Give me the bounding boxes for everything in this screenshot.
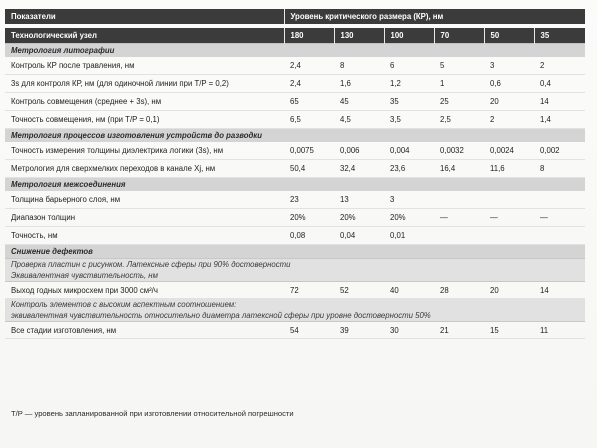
cell-value: 0,01 — [384, 227, 434, 245]
row-label: 3s для контроля КР, нм (для одиночной линии при T/P = 0,2) — [5, 75, 284, 93]
header-level: Уровень критического размера (КР), нм — [284, 9, 585, 24]
row-label: Точность, нм — [5, 227, 284, 245]
cell-value — [534, 191, 585, 209]
cell-value: 4,5 — [334, 111, 384, 129]
cell-value: 2 — [484, 111, 534, 129]
cell-value — [484, 227, 534, 245]
cell-value: 1,2 — [384, 75, 434, 93]
cell-value: 39 — [334, 322, 384, 339]
header-node-value: 70 — [434, 28, 484, 44]
cell-value: 3 — [384, 191, 434, 209]
table-row — [5, 75, 585, 93]
cell-value: 14 — [534, 282, 585, 299]
cell-value: 0,006 — [334, 142, 384, 160]
header-node-value: 180 — [284, 28, 334, 44]
cell-value — [434, 227, 484, 245]
table-row — [5, 227, 585, 245]
row-label: Выход годных микросхем при 3000 см²/ч — [5, 282, 284, 299]
table-row — [5, 142, 585, 160]
cell-value: 65 — [284, 93, 334, 111]
row-label: Все стадии изготовления, нм — [5, 322, 284, 339]
cell-value: — — [534, 209, 585, 227]
cell-value: 2,4 — [284, 57, 334, 75]
cell-value: 1 — [434, 75, 484, 93]
table-row — [5, 160, 585, 178]
cell-value: 11 — [534, 322, 585, 339]
subheading-text: Эквивалентная чувствительность, нм — [5, 270, 585, 282]
header-node: Технологический узел — [5, 28, 284, 44]
cell-value: 0,0024 — [484, 142, 534, 160]
row-label: Точность измерения толщины диэлектрика логики (3s), нм — [5, 142, 284, 160]
cell-value: 30 — [384, 322, 434, 339]
header-row-1 — [5, 9, 585, 24]
row-label: Контроль КР после травления, нм — [5, 57, 284, 75]
cell-value: — — [434, 209, 484, 227]
row-label: Контроль совмещения (среднее + 3s), нм — [5, 93, 284, 111]
cell-value: 6,5 — [284, 111, 334, 129]
cell-value: 52 — [334, 282, 384, 299]
subheading-text: Контроль элементов с высоким аспектным соотношением: — [5, 299, 585, 311]
cell-value: 20 — [484, 282, 534, 299]
cell-value: 20 — [484, 93, 534, 111]
section-title: Снижение дефектов — [5, 245, 585, 259]
table-row — [5, 93, 585, 111]
cell-value: 0,002 — [534, 142, 585, 160]
cell-value: 40 — [384, 282, 434, 299]
cell-value: 0,0032 — [434, 142, 484, 160]
cell-value: 14 — [534, 93, 585, 111]
section-title: Метрология межсоединения — [5, 178, 585, 192]
cell-value: 35 — [384, 93, 434, 111]
cell-value: 32,4 — [334, 160, 384, 178]
cell-value — [484, 191, 534, 209]
subheading — [5, 299, 585, 311]
header-node-value: 35 — [534, 28, 585, 44]
cell-value: 0,004 — [384, 142, 434, 160]
cell-value: 0,08 — [284, 227, 334, 245]
section-title: Метрология литографии — [5, 44, 585, 58]
section-header-defects — [5, 245, 585, 259]
footnote: T/P — уровень запланированной при изготовлении относительной погрешности — [11, 409, 294, 418]
table-row — [5, 322, 585, 339]
cell-value: 11,6 — [484, 160, 534, 178]
cell-value: 2,5 — [434, 111, 484, 129]
table-row — [5, 111, 585, 129]
subheading-text: Проверка пластин с рисунком. Латексные сферы при 90% достоверности — [5, 259, 585, 271]
section-title: Метрология процессов изготовления устройств до разводки — [5, 129, 585, 143]
cell-value: 8 — [334, 57, 384, 75]
cell-value: 0,04 — [334, 227, 384, 245]
cell-value: 1,4 — [534, 111, 585, 129]
header-row-2 — [5, 28, 585, 44]
cell-value: — — [484, 209, 534, 227]
section-header-routing — [5, 129, 585, 143]
cell-value: 2,4 — [284, 75, 334, 93]
header-indicators: Показатели — [5, 9, 284, 24]
row-label: Точность совмещения, нм (при T/P = 0,1) — [5, 111, 284, 129]
cell-value: 23 — [284, 191, 334, 209]
cell-value: 5 — [434, 57, 484, 75]
cell-value: 8 — [534, 160, 585, 178]
cell-value: 1,6 — [334, 75, 384, 93]
table-row — [5, 57, 585, 75]
header-node-value: 100 — [384, 28, 434, 44]
table-row — [5, 209, 585, 227]
row-label: Метрология для сверхмелких переходов в канале Xj, нм — [5, 160, 284, 178]
cell-value: 50,4 — [284, 160, 334, 178]
cell-value: 6 — [384, 57, 434, 75]
cell-value — [434, 191, 484, 209]
table-row — [5, 282, 585, 299]
cell-value: 16,4 — [434, 160, 484, 178]
subheading — [5, 270, 585, 282]
cell-value: 15 — [484, 322, 534, 339]
header-node-value: 130 — [334, 28, 384, 44]
cell-value: 2 — [534, 57, 585, 75]
header-node-value: 50 — [484, 28, 534, 44]
metrology-table — [5, 9, 585, 339]
cell-value: 21 — [434, 322, 484, 339]
cell-value: 3 — [484, 57, 534, 75]
cell-value: 20% — [284, 209, 334, 227]
cell-value: 20% — [384, 209, 434, 227]
cell-value: 0,4 — [534, 75, 585, 93]
cell-value: 45 — [334, 93, 384, 111]
cell-value: 0,6 — [484, 75, 534, 93]
cell-value: 20% — [334, 209, 384, 227]
cell-value: 23,6 — [384, 160, 434, 178]
section-header-interconnect — [5, 178, 585, 192]
cell-value: 0,0075 — [284, 142, 334, 160]
cell-value: 13 — [334, 191, 384, 209]
row-label: Толщина барьерного слоя, нм — [5, 191, 284, 209]
subheading-text: эквивалентная чувствительность относительно диаметра латексной сферы при уровне достоверности 50% — [5, 310, 585, 322]
cell-value: 28 — [434, 282, 484, 299]
table-row — [5, 191, 585, 209]
subheading — [5, 310, 585, 322]
cell-value: 25 — [434, 93, 484, 111]
subheading — [5, 259, 585, 271]
cell-value: 72 — [284, 282, 334, 299]
cell-value: 3,5 — [384, 111, 434, 129]
section-header-litho — [5, 44, 585, 58]
row-label: Диапазон толщин — [5, 209, 284, 227]
cell-value: 54 — [284, 322, 334, 339]
cell-value — [534, 227, 585, 245]
